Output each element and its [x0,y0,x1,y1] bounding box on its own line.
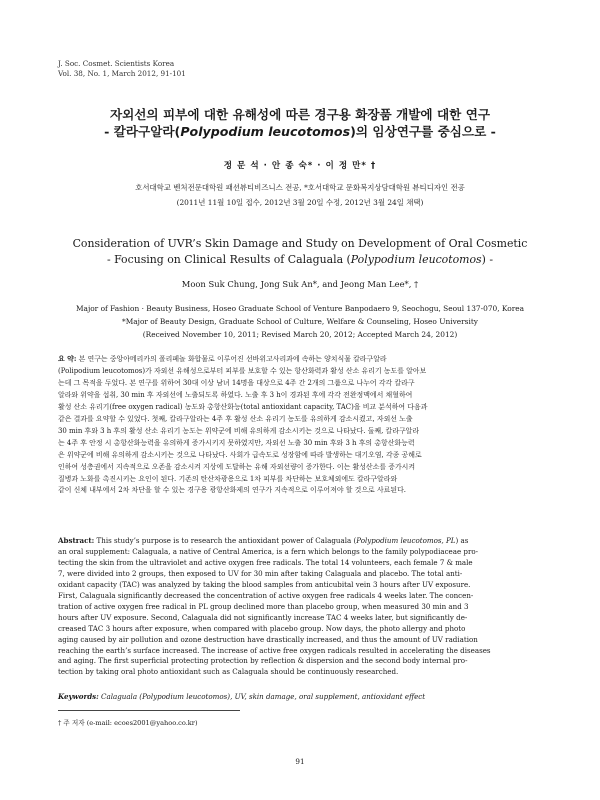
korean-abstract-line: 요 약: 본 연구는 중앙아메리카의 폴리페놀 화합물로 이루어진 선바위고사리과에 속하는 양치식물 칼라구알라 [58,354,387,363]
korean-abstract-line: 30 min 후와 3 h 후의 활성 산소 유리기 농도는 위약군에 비해 유의하게 감소시키는 것으로 나타났다. 둘째, 칼라구알라 [58,426,420,435]
journal-header [58,59,186,79]
english-affiliation-1: Major of Fashion · Beauty Business, Hoseo Graduate School of Venture Banpodaero 9, Seochogu, Seoul 137-070, Korea [75,304,525,313]
korean-dates: (2011년 11월 10일 접수, 2012년 3월 20일 수정, 2012년 3월 24일 채택) [176,198,424,207]
english-abstract-line: reaching the earth’s surface increased. The increase of active free oxygen radicals resulted in accelerating the diseases [58,645,491,655]
page-number: 91 [295,757,305,766]
english-abstract-line: creased TAC 3 hours after exposure, when compared with placebo group. Now days, the photo allergy and photo [58,623,466,633]
corresponding-author-footnote: † 주 저자 (e-mail: ecoes2001@yahoo.co.kr) [58,719,198,727]
english-abstract-line: tration of active oxygen free radical in PL group declined more than placebo group, when measured 30 min and 3 [58,601,469,611]
english-title-line1: Consideration of UVR’s Skin Damage and Study on Development of Oral Cosmetic [72,237,528,250]
english-abstract-line: oxidant capacity (TAC) was analyzed by taking the blood samples from anticubital vein 3 hours after UV exposure. [58,579,471,589]
journal-name: J. Soc. Cosmet. Scientists Korea [58,59,175,68]
korean-title-line2 [40,124,560,141]
english-title-line2-post: ) - [481,253,494,266]
korean-title-line2-pre: - 칼라구알라( [104,124,181,139]
english-dates: (Received November 10, 2011; Revised March 20, 2012; Accepted March 24, 2012) [142,330,458,339]
english-abstract [58,536,544,678]
korean-abstract-line: 같은 결과를 요약할 수 있었다. 첫째, 칼라구알라는 4주 후 활성 산소 유리기 농도를 유의하게 감소시켰고, 자외선 노출 [58,414,413,423]
english-abstract-line: First, Calaguala significantly decreased the concentration of active oxygen free radicals 4 weeks later. The concen- [58,590,474,600]
korean-abstract-line: (Polipodium leucotomos)가 자외선 유해성으로부터 피부를 보호할 수 있는 항산화력과 활성 산소 유리기 농도를 알아보 [58,366,427,375]
korean-abstract-line: 알라와 위약을 섭취, 30 min 후 자외선에 노출되도록 하였다. 노출 후 3 h이 경과된 후에 각각 전완정맥에서 채혈하여 [58,390,413,399]
korean-abstract-line: 같이 신체 내부에서 2차 차단을 할 수 있는 경구용 광항산화제의 연구가 지속적으로 이루어져야 할 것으로 사료된다. [58,486,406,495]
korean-abstract-line: 인하여 성층권에서 지속적으로 오존을 감소시켜 지상에 도달하는 유해 자외선량이 증가한다. 이는 활성산소를 증가시켜 [58,462,416,471]
korean-affiliation: 호서대학교 벤처전문대학원 패션뷰티비즈니스 전공, *호서대학교 문화복지상담대학원 뷰티디자인 전공 [135,183,465,192]
korean-abstract-line: 는 4주 후 안정 시 총항산화능력을 유의하게 증가시키지 못하였지만, 자외선 노출 30 min 후와 3 h 후의 총항산화능력 [58,438,415,447]
english-abstract-label: Abstract: [58,536,95,545]
english-title-line2 [40,252,560,268]
english-abstract-line: aging caused by air pollution and ozone destruction have drastically increased, and thus the amount of UV radiation [58,634,478,644]
korean-abstract-line: 는데 그 목적을 두었다. 본 연구를 위하여 30대 이상 남녀 14명을 대상으로 4주 간 2개의 그룹으로 나누어 각각 칼라구 [58,378,415,387]
korean-abstract-line: 활성 산소 유리기(free oxygen radical) 농도와 총항산화능(total antioxidant capacity, TAC)을 비교 분석하여 다음과 [58,402,428,411]
footnote-divider [58,710,240,711]
korean-abstract [58,353,544,497]
keywords-label: Keywords: [58,692,99,701]
journal-volume: Vol. 38, No. 1, March 2012, 91-101 [58,69,186,78]
keywords-text: Calaguala (Polypodium leucotomos), UV, skin damage, oral supplement, antioxidant effect [98,692,426,701]
english-abstract-line: hours after UV exposure. Second, Calaguala did not significantly increase TAC 4 weeks later, but significantly de- [58,612,468,622]
english-abstract-line: and aging. The first superficial protecting protection by reflection & dispersion and the second body internal pro- [58,656,468,666]
korean-abstract-line: 질병과 노화를 촉진시키는 요인이 된다. 기존의 탄산차광용으로 1차 피부를 차단하는 보호체외에도 칼라구알라와 [58,474,398,483]
korean-title-line2-post: )의 임상연구를 중심으로 - [350,124,496,139]
korean-abstract-label: 요 약: [58,354,77,363]
keywords [58,692,544,701]
english-abstract-line: tecting the skin from the ultraviolet and active oxygen free radicals. The total 14 volunteers, each female 7 & male [58,557,473,567]
english-title-line2-pre: - Focusing on Clinical Results of Calaguala ( [106,253,351,266]
english-abstract-line: tection by taking oral photo antioxidant such as Calaguala should be continuously researched. [58,667,399,677]
english-affiliation-2: *Major of Beauty Design, Graduate School of Culture, Welfare & Counseling, Hoseo University [122,317,478,326]
korean-title-line1: 자외선의 피부에 대한 유해성에 따른 경구용 화장품 개발에 대한 연구 [109,107,491,122]
english-abstract-line: Abstract: This study’s purpose is to research the antioxidant power of Calaguala (Polypodium leucotomos, PL) as [58,536,469,545]
korean-authors: 정 문 석 · 안 종 숙* · 이 정 만* † [223,161,377,171]
english-title-species: Polypodium leucotomos [350,253,482,266]
english-abstract-line: an oral supplement: Calaguala, a native of Central America, is a fern which belongs to the family polypodiaceae pro- [58,546,479,556]
english-abstract-line: 7, were divided into 2 groups, then exposed to UV for 30 min after taking Calaguala and placebo. The total anti- [58,568,463,578]
korean-title-species: Polypodium leucotomos [180,124,351,139]
korean-abstract-line: 은 위약군에 비해 유의하게 감소시키는 것으로 나타났다. 사회가 급속도로 성장함에 따라 발생하는 대기오염, 각종 공해로 [58,450,422,459]
english-authors: Moon Suk Chung, Jong Suk An*, and Jeong Man Lee*, † [181,279,419,289]
